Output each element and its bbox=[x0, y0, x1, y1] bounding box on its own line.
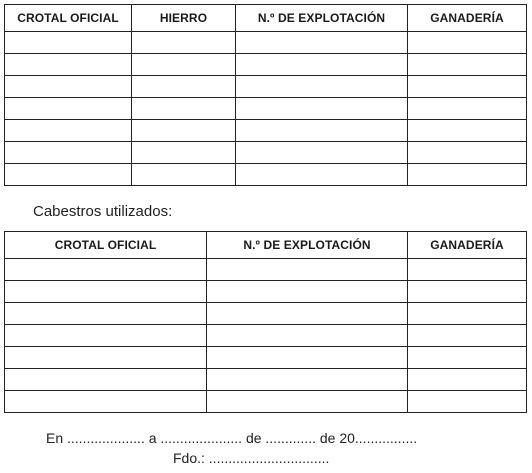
table-row bbox=[5, 76, 527, 98]
animals-table-body bbox=[5, 32, 527, 186]
table-cell[interactable] bbox=[408, 303, 527, 325]
table-cell[interactable] bbox=[408, 164, 527, 186]
table-cell[interactable] bbox=[132, 54, 236, 76]
header-crotal-oficial: CROTAL OFICIAL bbox=[5, 232, 207, 259]
table-cell[interactable] bbox=[207, 369, 408, 391]
cabestros-table-body bbox=[5, 259, 527, 413]
table-row bbox=[5, 369, 527, 391]
table-cell[interactable] bbox=[132, 164, 236, 186]
table-cell[interactable] bbox=[5, 391, 207, 413]
table-cell[interactable] bbox=[132, 120, 236, 142]
table-cell[interactable] bbox=[132, 142, 236, 164]
table-cell[interactable] bbox=[5, 325, 207, 347]
header-numero-explotacion: N.º DE EXPLOTACIÓN bbox=[236, 5, 408, 32]
signature-line: Fdo.: ............................... bbox=[173, 450, 330, 466]
table-cell[interactable] bbox=[5, 54, 132, 76]
cabestros-table bbox=[4, 231, 527, 413]
table-cell[interactable] bbox=[408, 281, 527, 303]
table-cell[interactable] bbox=[236, 54, 408, 76]
table-cell[interactable] bbox=[5, 32, 132, 54]
date-place-line: En .................... a ..................... de ............. de 20................ bbox=[46, 430, 418, 446]
table-cell[interactable] bbox=[408, 325, 527, 347]
table-cell[interactable] bbox=[5, 76, 132, 98]
table-row bbox=[5, 259, 527, 281]
header-ganaderia: GANADERÍA bbox=[408, 5, 527, 32]
table-row bbox=[5, 281, 527, 303]
table-cell[interactable] bbox=[408, 142, 527, 164]
header-ganaderia: GANADERÍA bbox=[408, 232, 527, 259]
table-row bbox=[5, 98, 527, 120]
table-row bbox=[5, 325, 527, 347]
table-header-row bbox=[5, 232, 527, 259]
table-cell[interactable] bbox=[207, 325, 408, 347]
table-cell[interactable] bbox=[236, 120, 408, 142]
table-cell[interactable] bbox=[207, 259, 408, 281]
table-header-row bbox=[5, 5, 527, 32]
table-cell[interactable] bbox=[408, 347, 527, 369]
table-cell[interactable] bbox=[132, 98, 236, 120]
table-cell[interactable] bbox=[132, 32, 236, 54]
table-cell[interactable] bbox=[5, 164, 132, 186]
header-hierro: HIERRO bbox=[132, 5, 236, 32]
table-cell[interactable] bbox=[5, 281, 207, 303]
table-cell[interactable] bbox=[236, 98, 408, 120]
table-cell[interactable] bbox=[408, 120, 527, 142]
table-cell[interactable] bbox=[207, 391, 408, 413]
table-cell[interactable] bbox=[408, 76, 527, 98]
animals-table bbox=[4, 4, 527, 186]
table-cell[interactable] bbox=[408, 369, 527, 391]
table-row bbox=[5, 303, 527, 325]
table-cell[interactable] bbox=[5, 303, 207, 325]
table-cell[interactable] bbox=[236, 76, 408, 98]
table-cell[interactable] bbox=[408, 32, 527, 54]
header-numero-explotacion: N.º DE EXPLOTACIÓN bbox=[207, 232, 408, 259]
table-row bbox=[5, 391, 527, 413]
table-cell[interactable] bbox=[408, 259, 527, 281]
table-cell[interactable] bbox=[207, 347, 408, 369]
table-row bbox=[5, 120, 527, 142]
table-row bbox=[5, 164, 527, 186]
cabestros-caption: Cabestros utilizados: bbox=[33, 203, 173, 220]
table-cell[interactable] bbox=[236, 32, 408, 54]
table-cell[interactable] bbox=[207, 303, 408, 325]
table-row bbox=[5, 142, 527, 164]
table-cell[interactable] bbox=[132, 76, 236, 98]
table-row bbox=[5, 54, 527, 76]
table-cell[interactable] bbox=[408, 98, 527, 120]
table-cell[interactable] bbox=[408, 391, 527, 413]
table-cell[interactable] bbox=[236, 142, 408, 164]
table-cell[interactable] bbox=[5, 98, 132, 120]
table-cell[interactable] bbox=[5, 120, 132, 142]
table-cell[interactable] bbox=[207, 281, 408, 303]
table-cell[interactable] bbox=[5, 347, 207, 369]
header-crotal-oficial: CROTAL OFICIAL bbox=[5, 5, 132, 32]
table-cell[interactable] bbox=[5, 259, 207, 281]
table-row bbox=[5, 32, 527, 54]
table-cell[interactable] bbox=[236, 164, 408, 186]
table-cell[interactable] bbox=[408, 54, 527, 76]
table-cell[interactable] bbox=[5, 142, 132, 164]
table-cell[interactable] bbox=[5, 369, 207, 391]
table-row bbox=[5, 347, 527, 369]
